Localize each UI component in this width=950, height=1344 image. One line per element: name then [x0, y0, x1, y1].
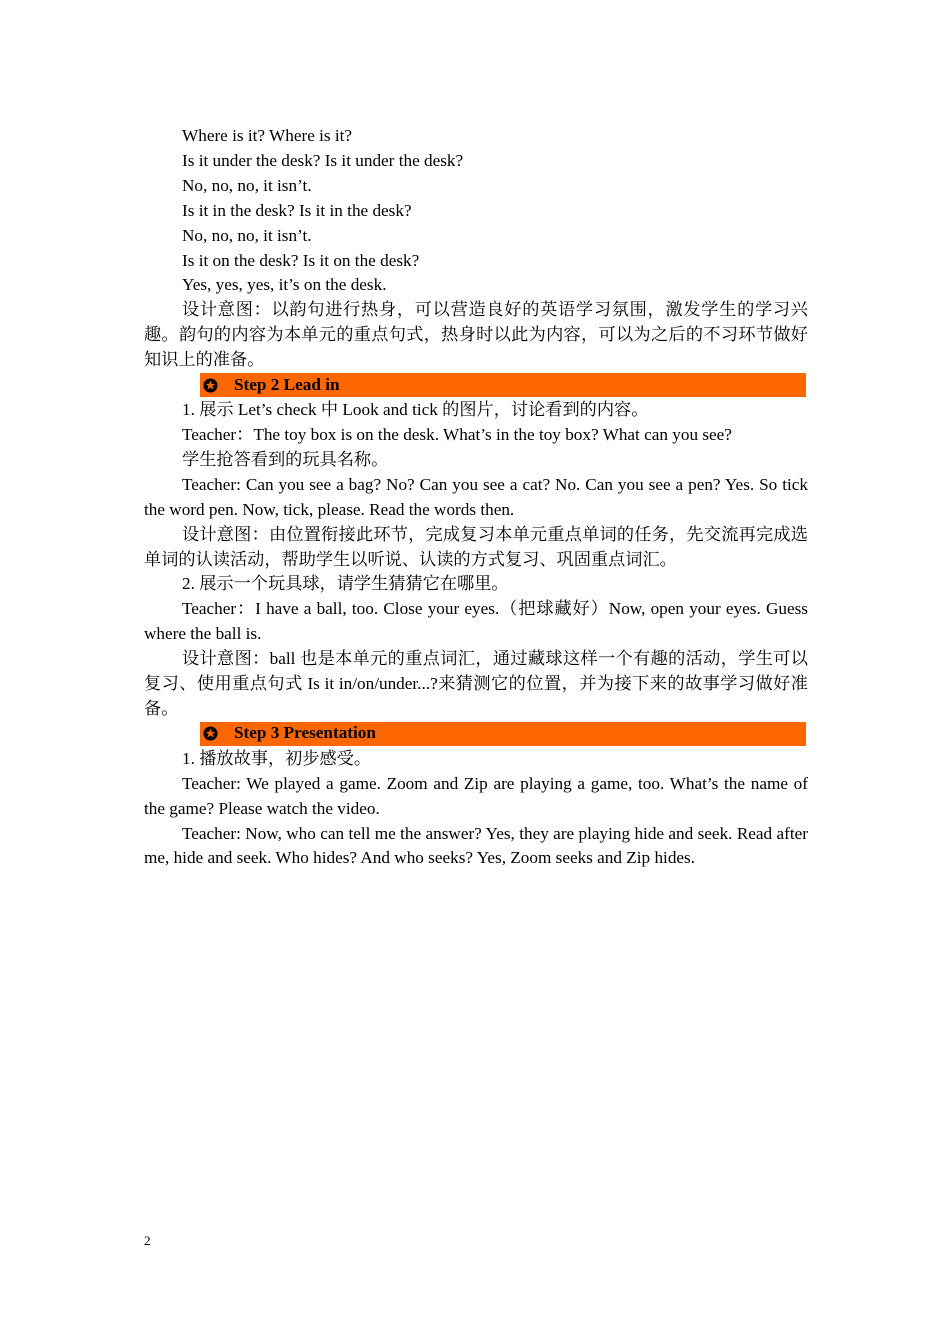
step-2-heading: [200, 373, 806, 397]
step-3-item-1: 1. 播放故事，初步感受。: [182, 748, 372, 768]
rhyme-line: Yes, yes, yes, it’s on the desk.: [182, 275, 387, 295]
page-number: 2: [144, 1233, 151, 1248]
step-2-item-1: 1. 展示 Let’s check 中 Look and tick 的图片，讨论看到的内容。: [182, 400, 649, 420]
document-body: [144, 124, 808, 871]
star-circle-icon: [203, 378, 218, 393]
rhyme-line: No, no, no, it isn’t.: [182, 225, 312, 245]
rhyme-line: Is it under the desk? Is it under the desk?: [182, 150, 464, 170]
rhyme-line: Is it on the desk? Is it on the desk?: [182, 250, 420, 270]
step-3-title: Step 3 Presentation: [234, 723, 376, 743]
design-intent-paragraph: 设计意图：ball 也是本单元的重点词汇，通过藏球这样一个有趣的活动，学生可以复习、使用重点句式 Is it in/on/under...?来猜测它的位置，并为接下来的故事学习做好准备。: [144, 649, 808, 718]
step-2-item-2: 2. 展示一个玩具球，请学生猜猜它在哪里。: [182, 574, 509, 594]
teacher-line: Teacher：I have a ball, too. Close your eyes.（把球藏好）Now, open your eyes. Guess where the ball is.: [144, 599, 808, 644]
teacher-line: Teacher: We played a game. Zoom and Zip are playing a game, too. What’s the name of the game? Please watch the video.: [144, 773, 808, 818]
teacher-line: Teacher: Now, who can tell me the answer? Yes, they are playing hide and seek. Read after me, hide and seek. Who hides? And who seeks? Yes, Zoom seeks and Zip hides.: [144, 823, 808, 868]
star-circle-icon: [203, 726, 218, 741]
students-line: 学生抢答看到的玩具名称。: [182, 449, 389, 469]
rhyme-line: No, no, no, it isn’t.: [182, 175, 312, 195]
step-2-title: Step 2 Lead in: [234, 374, 340, 394]
design-intent-paragraph: 设计意图：以韵句进行热身，可以营造良好的英语学习氛围，激发学生的学习兴趣。韵句的内容为本单元的重点句式，热身时以此为内容，可以为之后的不习环节做好知识上的准备。: [144, 300, 808, 370]
rhyme-line: Where is it? Where is it?: [182, 126, 353, 145]
design-intent-paragraph: 设计意图：由位置衔接此环节，完成复习本单元重点单词的任务，先交流再完成选单词的认读活动，帮助学生以听说、认读的方式复习、巩固重点词汇。: [144, 524, 808, 569]
step-3-heading: [200, 722, 806, 746]
rhyme-line: Is it in the desk? Is it in the desk?: [182, 200, 412, 220]
teacher-line: Teacher: Can you see a bag? No? Can you see a cat? No. Can you see a pen? Yes. So tick the word pen. Now, tick, please. Read the words then.: [144, 474, 808, 519]
teacher-line: Teacher：The toy box is on the desk. What’s in the toy box? What can you see?: [182, 424, 732, 444]
